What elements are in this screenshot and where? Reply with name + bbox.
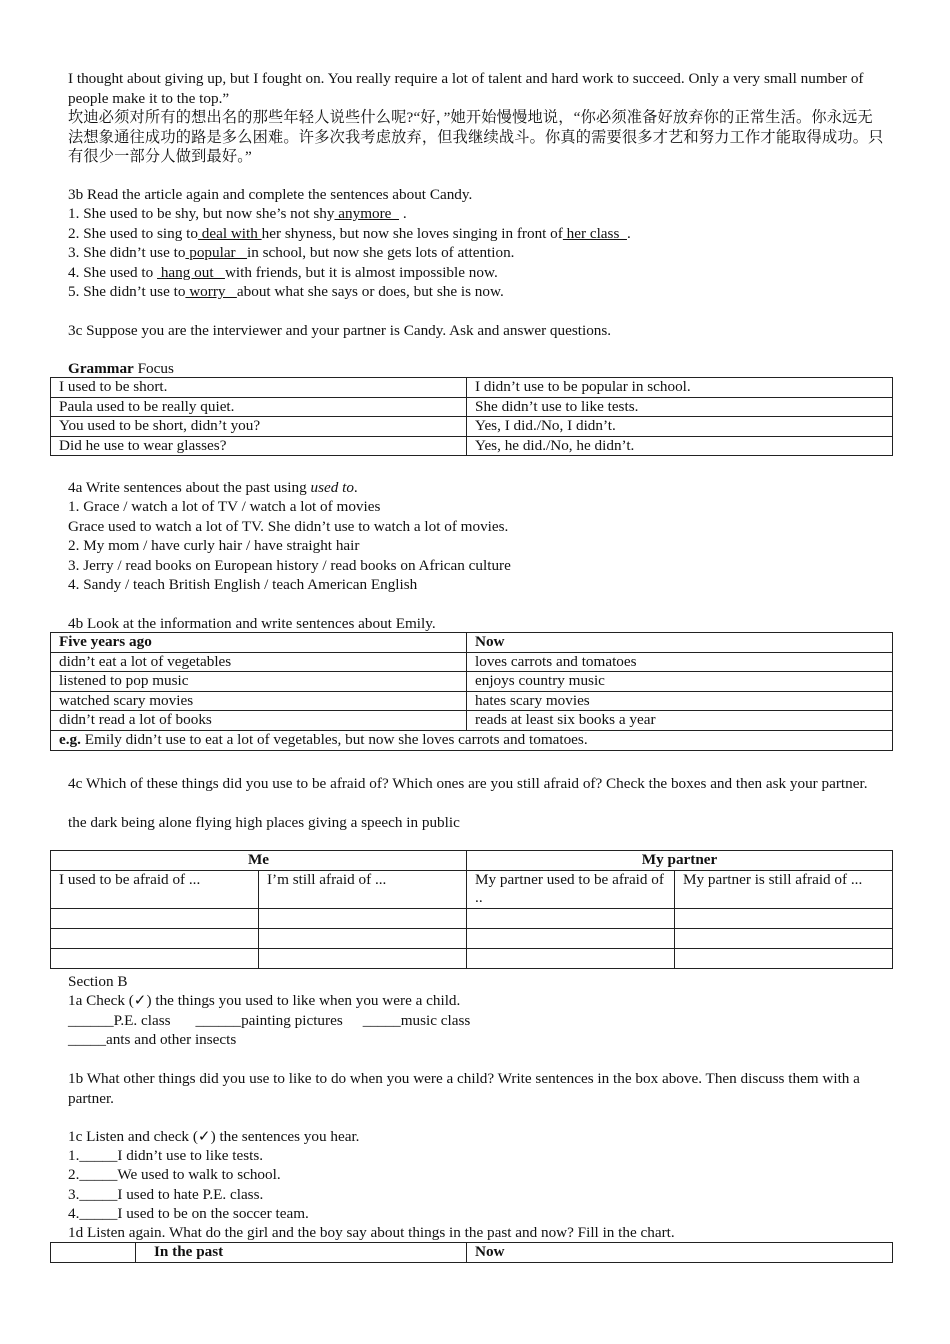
ex3b-item-5: 5. She didn’t use to worry about what she says or does, but she is now. <box>68 283 504 300</box>
ex4a-line: 2. My mom / have curly hair / have straight hair <box>68 537 360 554</box>
answer-blank[interactable]: ______ <box>195 1012 242 1029</box>
table-header-row <box>51 851 893 871</box>
table-cell: She didn’t use to like tests. <box>467 397 893 417</box>
table-cell: I used to be short. <box>51 378 467 398</box>
empty-cell[interactable] <box>467 948 675 968</box>
ex1c-item: 2._____We used to walk to school. <box>68 1166 281 1183</box>
empty-cell[interactable] <box>675 948 893 968</box>
empty-cell[interactable] <box>675 928 893 948</box>
table-cell: You used to be short, didn’t you? <box>51 417 467 437</box>
answer-blank[interactable]: _____ <box>79 1186 118 1203</box>
answer-blank[interactable]: popular <box>185 244 248 261</box>
column-header: Now <box>467 633 893 653</box>
answer-blank[interactable]: deal with <box>197 225 262 242</box>
table-row <box>51 672 893 692</box>
empty-cell[interactable] <box>675 908 893 928</box>
ex4a-example: Grace used to watch a lot of TV. She didn’t use to watch a lot of movies. <box>68 518 509 535</box>
ex1c-item: 3._____I used to hate P.E. class. <box>68 1186 264 1203</box>
table-header-row <box>51 633 893 653</box>
empty-cell[interactable] <box>51 928 259 948</box>
section-b-title: Section B <box>68 973 128 990</box>
ex4a-line: 1. Grace / watch a lot of TV / watch a lot of movies <box>68 498 381 515</box>
empty-cell[interactable] <box>259 908 467 928</box>
ex1d-title: 1d Listen again. What do the girl and the boy say about things in the past and now? Fill in the chart. <box>68 1224 675 1241</box>
intro-english: I thought about giving up, but I fought on. You really require a lot of talent and hard work to succeed. Only a very small number of people make it to the top.” <box>68 70 864 107</box>
table-row <box>51 397 893 417</box>
answer-blank[interactable]: anymore <box>334 205 400 222</box>
table-cell: reads at least six books a year <box>467 711 893 731</box>
table-subheader-row <box>51 870 893 908</box>
table-row <box>51 948 893 968</box>
answer-blank[interactable]: her class <box>562 225 627 242</box>
column-header: Now <box>467 1243 893 1263</box>
answer-blank[interactable]: _____ <box>79 1147 118 1164</box>
column-header-me: Me <box>51 851 467 871</box>
table-row <box>51 908 893 928</box>
ex3b-item-4: 4. She used to hang out with friends, but it is almost impossible now. <box>68 264 498 281</box>
column-header-partner: My partner <box>467 851 893 871</box>
table-cell: watched scary movies <box>51 691 467 711</box>
ex4a-line: 4. Sandy / teach British English / teach American English <box>68 576 418 593</box>
answer-blank[interactable]: ______ <box>68 1012 114 1029</box>
column-header: My partner used to be afraid of .. <box>467 870 675 908</box>
ex3b-item-3: 3. She didn’t use to popular in school, but now she gets lots of attention. <box>68 244 515 261</box>
past-now-table <box>50 1242 893 1263</box>
ex3b-item-1: 1. She used to be shy, but now she’s not shy anymore . <box>68 205 407 222</box>
empty-cell[interactable] <box>259 928 467 948</box>
table-cell: didn’t read a lot of books <box>51 711 467 731</box>
table-row <box>51 711 893 731</box>
table-cell: didn’t eat a lot of vegetables <box>51 652 467 672</box>
table-cell: Yes, I did./No, I didn’t. <box>467 417 893 437</box>
empty-cell[interactable] <box>51 908 259 928</box>
table-cell: loves carrots and tomatoes <box>467 652 893 672</box>
ex3b-title: 3b Read the article again and complete the sentences about Candy. <box>68 186 473 203</box>
empty-cell[interactable] <box>51 948 259 968</box>
ex4b-title: 4b Look at the information and write sentences about Emily. <box>68 615 436 632</box>
table-row <box>51 436 893 456</box>
table-row <box>51 417 893 437</box>
table-row <box>51 928 893 948</box>
column-header: I used to be afraid of ... <box>51 870 259 908</box>
table-cell: listened to pop music <box>51 672 467 692</box>
answer-blank[interactable]: _____ <box>68 1031 106 1048</box>
ex1a-row-1: ______P.E. class ______painting pictures _____music class <box>68 1012 471 1029</box>
table-row <box>51 652 893 672</box>
empty-cell[interactable] <box>259 948 467 968</box>
ex3b-item-2: 2. She used to sing to deal with her shyness, but now she loves singing in front of her class . <box>68 225 631 242</box>
table-cell: Paula used to be really quiet. <box>51 397 467 417</box>
ex1c-item: 1._____I didn’t use to like tests. <box>68 1147 264 1164</box>
intro-chinese: 坎迪必须对所有的想出名的那些年轻人说些什么呢?“好，”她开始慢慢地说，“你必须准备好放弃你的正常生活。你永远无法想象通往成功的路是多么困难。许多次我考虑放弃，但我继续战斗。你真的需要很多才艺和努力工作才能取得成功。只有很少一部分人做到最好。” <box>68 109 884 166</box>
grammar-focus-title: Grammar Focus <box>68 360 174 377</box>
answer-blank[interactable]: hang out <box>157 264 225 281</box>
empty-cell[interactable] <box>467 928 675 948</box>
answer-blank[interactable]: _____ <box>79 1205 118 1222</box>
ex1b-instruction: 1b What other things did you use to like to do when you were a child? Write sentences in the box above. Then discuss them with a partner. <box>68 1070 860 1107</box>
answer-blank[interactable]: _____ <box>79 1166 118 1183</box>
emily-table <box>50 632 893 751</box>
table-cell: enjoys country music <box>467 672 893 692</box>
grammar-table <box>50 377 893 456</box>
table-row <box>51 730 893 750</box>
example-cell: e.g. Emily didn’t use to eat a lot of vegetables, but now she loves carrots and tomatoes. <box>51 730 893 750</box>
ex1a-title: 1a Check (✓) the things you used to like when you were a child. <box>68 992 461 1009</box>
column-header: In the past <box>136 1243 467 1263</box>
table-cell: I didn’t use to be popular in school. <box>467 378 893 398</box>
answer-blank[interactable]: _____ <box>362 1012 401 1029</box>
ex4c-title: 4c Which of these things did you use to be afraid of? Which ones are you still afraid of? Check the boxes and then ask your partner. <box>68 775 868 792</box>
ex4a-line: 3. Jerry / read books on European history / read books on African culture <box>68 557 511 574</box>
table-cell: Did he use to wear glasses? <box>51 436 467 456</box>
empty-cell[interactable] <box>467 908 675 928</box>
ex1c-title: 1c Listen and check (✓) the sentences you hear. <box>68 1128 360 1145</box>
column-header: I’m still afraid of ... <box>259 870 467 908</box>
column-header: My partner is still afraid of ... <box>675 870 893 908</box>
ex1c-item: 4._____I used to be on the soccer team. <box>68 1205 309 1222</box>
ex1a-row-2: _____ants and other insects <box>68 1031 237 1048</box>
answer-blank[interactable]: worry <box>185 283 237 300</box>
ex3c-instruction: 3c Suppose you are the interviewer and your partner is Candy. Ask and answer questions. <box>68 322 612 339</box>
afraid-table <box>50 850 893 969</box>
table-header-row <box>51 1243 893 1263</box>
table-row <box>51 378 893 398</box>
ex4a-title: 4a Write sentences about the past using used to. <box>68 479 358 496</box>
table-row <box>51 691 893 711</box>
table-cell: hates scary movies <box>467 691 893 711</box>
ex4c-options: the dark being alone flying high places giving a speech in public <box>68 814 460 831</box>
column-header <box>51 1243 136 1263</box>
column-header: Five years ago <box>51 633 467 653</box>
table-cell: Yes, he did./No, he didn’t. <box>467 436 893 456</box>
